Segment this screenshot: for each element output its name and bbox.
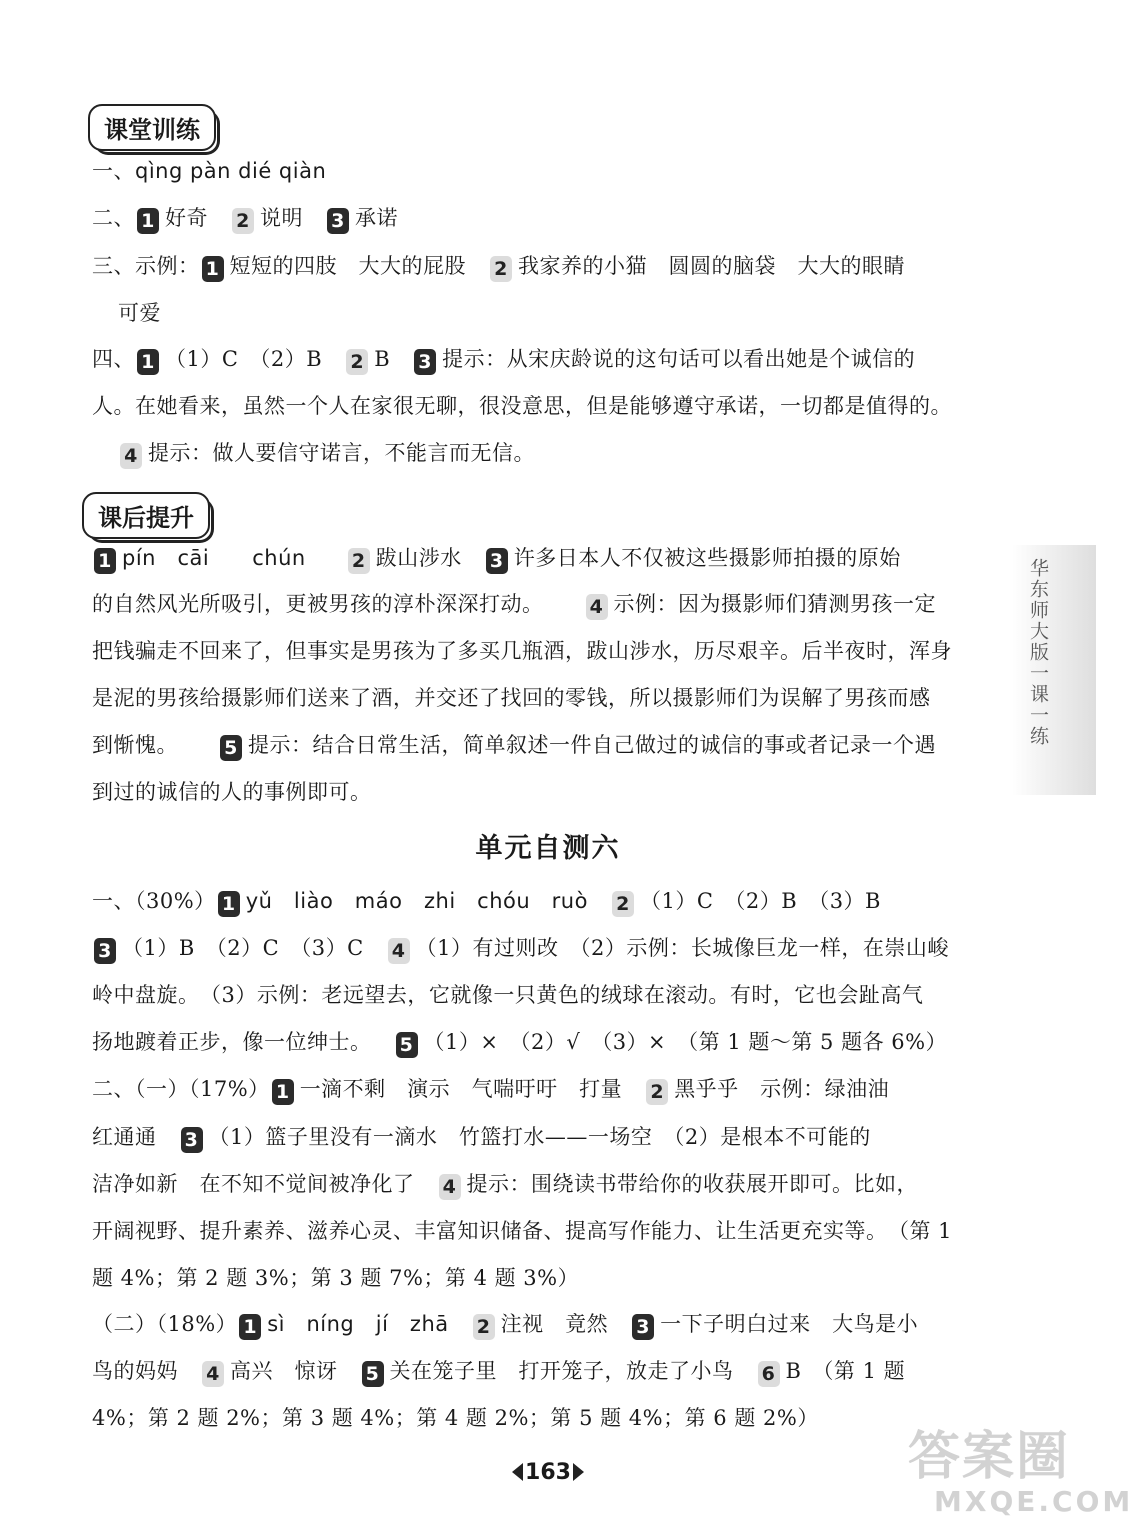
kh-line-4	[92, 683, 931, 713]
kh-line-5	[92, 730, 936, 761]
kh-line-2	[92, 589, 936, 620]
triangle-right-icon	[573, 1463, 584, 1481]
kh-l3: 把钱骗走不回来了，但事实是男孩为了多买几瓶酒，跋山涉水，历尽艰辛。后半夜时，浑身	[92, 639, 952, 663]
unit-line-7	[92, 1169, 918, 1200]
kh-l1-c: 许多日本人不仅被这些摄影师拍摄的原始	[513, 546, 901, 570]
badge-4: 4	[120, 443, 142, 469]
badge-4: 4	[388, 938, 410, 964]
unit-l9: 题 4%；第 2 题 3%；第 3 题 7%；第 4 题 3%）	[92, 1266, 580, 1290]
badge-5: 5	[362, 1361, 384, 1387]
kh-l5-a: 到惭愧。	[92, 733, 178, 757]
watermark-logo	[908, 1414, 1133, 1530]
unit-line-1	[92, 886, 881, 917]
kh-l2-b: 示例：因为摄影师们猜测男孩一定	[613, 592, 936, 616]
kt-line-1	[92, 156, 326, 186]
kt-line-5	[92, 344, 915, 375]
section-tag-label: 课堂训练	[104, 116, 200, 144]
unit-l6-b: （1）篮子里没有一滴水 竹篮打水——一场空 （2）是根本不可能的	[208, 1125, 871, 1149]
unit-l7-b: 提示：围绕读书带给你的收获展开即可。比如，	[466, 1172, 918, 1196]
section-tag-ketang	[88, 104, 216, 151]
kt-pinyin: 一、qìng pàn dié qiàn	[92, 159, 327, 183]
badge-2: 2	[232, 208, 254, 234]
badge-2: 2	[473, 1314, 495, 1340]
badge-1: 1	[239, 1314, 261, 1340]
badge-5: 5	[396, 1032, 418, 1058]
badge-4: 4	[586, 594, 608, 620]
badge-3: 3	[327, 208, 349, 234]
unit-line-12	[92, 1403, 819, 1433]
unit-line-8	[92, 1216, 952, 1246]
unit-l1-prefix: 一、（30%）	[92, 889, 216, 913]
watermark-top: 答案圈	[908, 1427, 1071, 1487]
kt-l5-a: （1）C （2）B	[165, 347, 323, 371]
unit-line-11	[92, 1356, 905, 1387]
badge-5: 5	[220, 735, 242, 761]
unit-pinyin-2: sì níng jí zhā	[267, 1312, 449, 1336]
unit-l10-c: 一下子明白过来 大鸟是小	[660, 1312, 919, 1336]
unit-l11-a: 鸟的妈妈	[92, 1359, 178, 1383]
kt-l4: 可爱	[118, 301, 161, 325]
badge-3: 3	[632, 1314, 654, 1340]
unit-pinyin-1: yǔ liào máo zhi chóu ruò	[245, 889, 588, 913]
unit-l10-b: 注视 竟然	[500, 1312, 609, 1336]
badge-6: 6	[758, 1361, 780, 1387]
unit-line-3	[92, 980, 923, 1010]
unit-l1-b: （1）C （2）B （3）B	[639, 889, 881, 913]
badge-2: 2	[348, 548, 370, 574]
unit-l4-b: （1）× （2）√ （3）× （第 1 题～第 5 题各 6%）	[423, 1030, 948, 1054]
unit-l8: 开阔视野、提升素养、滋养心灵、丰富知识储备、提高写作能力、让生活更充实等。 （第 1	[92, 1219, 953, 1243]
kt-l5-prefix: 四、	[92, 347, 135, 371]
unit-line-2	[92, 933, 949, 964]
unit-line-10	[92, 1309, 918, 1340]
unit-line-6	[92, 1122, 871, 1153]
watermark-bottom: MXQE.COM	[934, 1485, 1133, 1518]
kh-l2-a: 的自然风光所吸引，更被男孩的淳朴深深打动。	[92, 592, 544, 616]
kt-line-6	[92, 391, 952, 421]
badge-1: 1	[218, 891, 240, 917]
kt-l5-b: B	[374, 347, 391, 371]
unit-l7-a: 洁净如新 在不知不觉间被净化了	[92, 1172, 415, 1196]
unit-line-4	[92, 1027, 947, 1058]
kt-line-2	[92, 203, 398, 234]
kh-l5-b: 提示：结合日常生活，简单叙述一件自己做过的诚信的事或者记录一个遇	[248, 733, 936, 757]
unit-l4-a: 扬地踱着正步，像一位绅士。	[92, 1030, 372, 1054]
badge-2: 2	[646, 1079, 668, 1105]
kh-line-1	[92, 543, 901, 574]
unit-line-9	[92, 1263, 579, 1293]
unit-title: 单元自测六	[475, 833, 621, 864]
kt-l5-c: 提示：从宋庆龄说的这句话可以看出她是个诚信的	[442, 347, 916, 371]
page-number-text: 163	[525, 1460, 571, 1485]
kt-l7: 提示：做人要信守诺言，不能言而无信。	[148, 441, 535, 465]
kt-l6: 人。在她看来，虽然一个人在家很无聊，很没意思，但是能够遵守承诺，一切都是值得的。	[92, 394, 952, 418]
kt-line-3	[92, 251, 905, 282]
badge-4: 4	[202, 1361, 224, 1387]
badge-3: 3	[486, 548, 508, 574]
kt-l2-c: 承诺	[355, 206, 398, 230]
badge-4: 4	[439, 1174, 461, 1200]
triangle-left-icon	[512, 1463, 523, 1481]
unit-l11-b: 高兴 惊讶	[230, 1359, 338, 1383]
unit-l11-d: B （第 1 题	[785, 1359, 906, 1383]
unit-l5-prefix: 二、（一）（17%）	[92, 1077, 270, 1101]
kt-l3-b: 我家养的小猫 圆圆的脑袋 大大的眼睛	[518, 254, 905, 278]
badge-1: 1	[94, 548, 116, 574]
unit-l11-c: 关在笼子里 打开笼子，放走了小鸟	[389, 1359, 734, 1383]
kh-pinyin: pín cāi chún	[122, 546, 306, 570]
badge-2: 2	[346, 349, 368, 375]
badge-3: 3	[181, 1127, 203, 1153]
section-tag-label: 课后提升	[98, 504, 194, 532]
badge-1: 1	[202, 256, 224, 282]
kt-l3-prefix: 三、示例：	[92, 254, 200, 278]
unit-l5-a: 一滴不剩 演示 气喘吁吁 打量	[299, 1077, 623, 1101]
badge-1: 1	[272, 1079, 294, 1105]
unit-l6-a: 红通通	[92, 1125, 157, 1149]
unit-l12: 4%；第 2 题 2%；第 3 题 4%；第 4 题 2%；第 5 题 4%；第 6 题 2%）	[92, 1406, 819, 1430]
kh-l1-b: 跋山涉水	[375, 546, 462, 570]
badge-2: 2	[612, 891, 634, 917]
kt-l2-a: 好奇	[165, 206, 208, 230]
kh-l6: 到过的诚信的人的事例即可。	[92, 780, 372, 804]
kt-line-4	[118, 298, 161, 328]
unit-l10-prefix: （二）（18%）	[92, 1312, 238, 1336]
badge-1: 1	[137, 349, 159, 375]
side-tab-label: 华东师大版一课一练	[1027, 558, 1049, 747]
unit-l2-b: （1）有过则改 （2）示例：长城像巨龙一样，在崇山峻	[415, 936, 949, 960]
kt-l2-prefix: 二、	[92, 206, 135, 230]
unit-l5-b: 黑乎乎 示例：绿油油	[674, 1077, 890, 1101]
kh-l4: 是泥的男孩给摄影师们送来了酒，并交还了找回的零钱，所以摄影师们为误解了男孩而感	[92, 686, 931, 710]
badge-1: 1	[137, 208, 159, 234]
kt-l2-b: 说明	[260, 206, 303, 230]
section-tag-kehou	[82, 492, 210, 539]
badge-3: 3	[414, 349, 436, 375]
unit-l2-a: （1）B （2）C （3）C	[122, 936, 364, 960]
kt-line-7	[118, 438, 535, 469]
kh-line-6	[92, 777, 372, 807]
kh-line-3	[92, 636, 952, 666]
kt-l3-a: 短短的四肢 大大的屁股	[229, 254, 466, 278]
unit-l3: 岭中盘旋。 （3）示例：老远望去，它就像一只黄色的绒球在滚动。有时，它也会趾高气	[92, 983, 924, 1007]
badge-3: 3	[94, 938, 116, 964]
unit-line-5	[92, 1074, 889, 1105]
badge-2: 2	[490, 256, 512, 282]
